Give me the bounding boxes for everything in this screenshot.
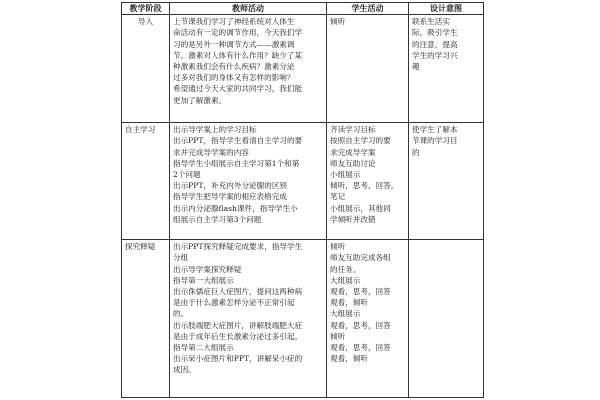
text-line: 出示导学案探究释疑 bbox=[173, 264, 242, 274]
text-line: 师友互助讨论 bbox=[330, 158, 376, 168]
text-line: 观看，倾听 bbox=[330, 298, 368, 308]
table-row bbox=[122, 15, 484, 123]
text-line: 出示呆小症图片和PPT，讲解呆小症的 bbox=[173, 354, 303, 364]
stage-cell: 导入 bbox=[122, 15, 170, 123]
text-line: 是由于成年后生长激素分泌过多引起。 bbox=[173, 331, 303, 341]
text-line: 过多对我们的身体又有怎样的影响？ bbox=[173, 73, 295, 83]
text-line: 命活动有一定的调节作用，今天我们学 bbox=[173, 28, 303, 38]
text-line: 小组展示 bbox=[330, 170, 361, 180]
text-line: 观看，思考，回答 bbox=[330, 320, 391, 330]
text-line: 分组 bbox=[173, 253, 189, 263]
text-line: 求并完成导学案的内容 bbox=[173, 147, 249, 157]
text-line: 大组展示 bbox=[330, 309, 361, 319]
text-line: 更加了解激素。 bbox=[173, 95, 227, 105]
teacher-activity-cell bbox=[170, 240, 327, 398]
text-line: 观看，倾听 bbox=[330, 354, 368, 364]
lesson-plan-table bbox=[121, 2, 484, 398]
text-line: 指导第一大组展示 bbox=[173, 275, 234, 285]
text-line: 节。激素对人体有什么作用？缺少了某 bbox=[173, 50, 303, 60]
text-line: 出示内分泌腺flash课件，指导学生小 bbox=[173, 203, 298, 213]
text-line: 小组展示，其他同 bbox=[330, 203, 391, 213]
header-row bbox=[122, 3, 484, 15]
text-line: 的任务。 bbox=[330, 264, 361, 274]
text-line: 使学生了解本 bbox=[412, 125, 458, 135]
text-line: 习的是另外一种调节方式——激素调 bbox=[173, 39, 295, 49]
text-line: 希望通过今天大家的共同学习，我们能 bbox=[173, 84, 303, 94]
text-line: 师友互助完成各组 bbox=[330, 253, 391, 263]
text-line: 按照自主学习的要 bbox=[330, 136, 391, 146]
text-line: 倾听，思考，回答， bbox=[330, 181, 399, 191]
text-line: 上节课我们学习了神经系统对人体生 bbox=[173, 17, 295, 27]
table-row bbox=[122, 123, 484, 240]
teacher-activity-cell bbox=[170, 123, 327, 240]
text-line: 出示PPT，补充内外分泌腺的区别 bbox=[173, 181, 288, 191]
text-line: 成因。 bbox=[173, 365, 196, 375]
text-line: 联系生活实 bbox=[412, 17, 450, 27]
text-line: 出示PPT，指导学生看清自主学习的要 bbox=[173, 136, 303, 146]
stage-cell: 自主学习 bbox=[122, 123, 170, 240]
text-line: 指导第二大组展示 bbox=[173, 343, 234, 353]
design-intent-cell bbox=[409, 15, 484, 123]
text-line: 趣 bbox=[412, 62, 420, 72]
text-line: 出示肢端肥大症图片，讲解肢端肥大症 bbox=[173, 320, 303, 330]
text-line: 观看，思考，回答 bbox=[330, 287, 391, 297]
text-line: 指导学生把导学案的相应表格完成 bbox=[173, 192, 287, 202]
text-line: 出示PPT探究释疑完成要求，指导学生 bbox=[173, 242, 303, 252]
text-line: 观看，思考，回答 bbox=[330, 343, 391, 353]
header-student-activity: 学生活动 bbox=[327, 3, 409, 15]
table-row bbox=[122, 240, 484, 398]
student-activity-cell bbox=[327, 123, 409, 240]
student-activity-cell bbox=[327, 240, 409, 398]
text-line: 是由于什么激素怎样分泌不正常引起 bbox=[173, 298, 295, 308]
text-line: 种激素我们会有什么疾病？激素分泌 bbox=[173, 62, 295, 72]
student-activity-cell bbox=[327, 15, 409, 123]
text-line: 的 bbox=[412, 147, 420, 157]
header-teacher-activity: 教师活动 bbox=[170, 3, 327, 15]
text-line: 齐读学习目标 bbox=[330, 125, 376, 135]
text-line: 的。 bbox=[173, 309, 189, 319]
text-line: 2个问题 bbox=[173, 170, 201, 180]
text-line: 学生的学习兴 bbox=[412, 50, 458, 60]
text-line: 出示侏儒症巨人症图片，提问这两种病 bbox=[173, 287, 303, 297]
text-line: 求完成导学案 bbox=[330, 147, 376, 157]
text-line: 指导学生小组展示自主学习第1个和第 bbox=[173, 158, 300, 168]
teacher-activity-cell bbox=[170, 15, 327, 123]
header-stage: 教学阶段 bbox=[122, 3, 170, 15]
text-line: 节课的学习目 bbox=[412, 136, 458, 146]
design-intent-cell bbox=[409, 240, 484, 398]
text-line: 组展示自主学习第3个问题 bbox=[173, 214, 262, 224]
text-line: 学倾听并改错 bbox=[330, 214, 376, 224]
text-line: 出示导学案上的学习目标 bbox=[173, 125, 257, 135]
text-line: 倾听 bbox=[330, 17, 346, 27]
text-line: 际，吸引学生 bbox=[412, 28, 458, 38]
text-line: 大组展示 bbox=[330, 275, 361, 285]
stage-cell: 探究释疑 bbox=[122, 240, 170, 398]
text-line: 倾听 bbox=[330, 331, 346, 341]
text-line: 倾听 bbox=[330, 242, 346, 252]
design-intent-cell bbox=[409, 123, 484, 240]
header-design-intent: 设计意图 bbox=[409, 3, 484, 15]
text-line: 笔记 bbox=[330, 192, 346, 202]
text-line: 的注意，提高 bbox=[412, 39, 458, 49]
